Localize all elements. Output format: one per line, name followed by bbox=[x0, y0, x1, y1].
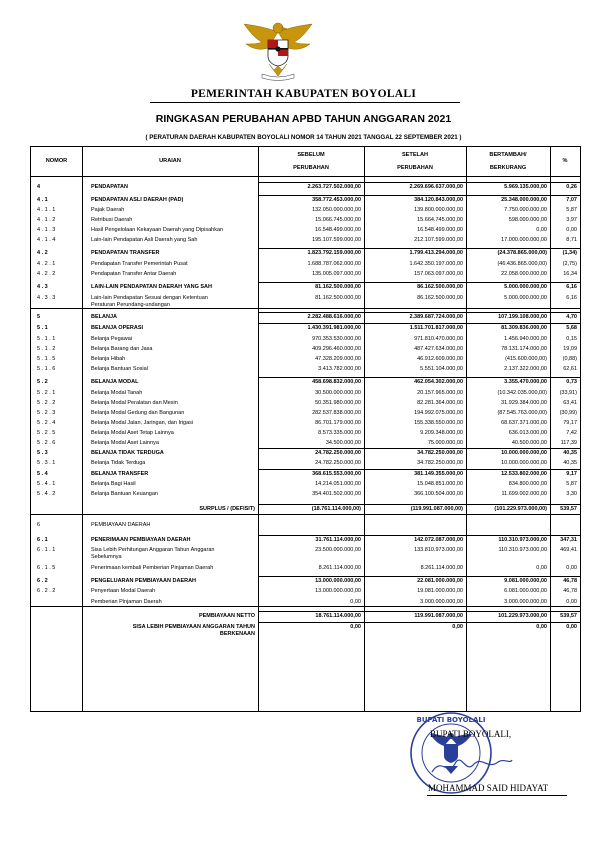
value-change: 10.000.000.000,00 bbox=[501, 450, 547, 456]
value-after: 15.664.745.000,00 bbox=[417, 217, 463, 223]
value-change: 110.310.973.000,00 bbox=[498, 547, 547, 553]
value-after: 46.912.609.000,00 bbox=[417, 356, 463, 362]
value-before: 195.107.599.000,00 bbox=[312, 237, 361, 243]
row-number: 4 . 1 . 4 bbox=[37, 237, 56, 243]
value-change: 25.348.000.000,00 bbox=[501, 197, 547, 203]
row-number: 4 bbox=[37, 184, 41, 190]
row-separator bbox=[259, 195, 580, 196]
government-name: PEMERINTAH KABUPATEN BOYOLALI bbox=[190, 88, 417, 100]
row-separator bbox=[259, 248, 580, 249]
value-change: 636.013.000,00 bbox=[508, 430, 547, 436]
row-number: 5 . 2 . 1 bbox=[37, 390, 56, 396]
value-percent: 539,57 bbox=[560, 506, 577, 512]
value-before: 1.688.787.062.000,00 bbox=[307, 261, 361, 267]
row-description: BELANJA bbox=[91, 314, 117, 320]
row-number: 4 . 2 . 2 bbox=[37, 271, 56, 277]
signature-underline bbox=[427, 795, 567, 796]
regulation-subtitle: ( PERATURAN DAERAH KABUPATEN BOYOLALI NOMOR 14 TAHUN 2021 TANGGAL 22 SEPTEMBER 2021 ) bbox=[145, 134, 462, 141]
header-sebelum-sub: PERUBAHAN bbox=[293, 165, 329, 171]
row-description: PENDAPATAN bbox=[91, 184, 128, 190]
value-before: 13.000.000.000,00 bbox=[315, 578, 361, 584]
header-persen: % bbox=[562, 158, 568, 164]
value-change: 101.229.973.000,00 bbox=[498, 613, 547, 619]
row-separator bbox=[259, 448, 580, 449]
row-description: PENDAPATAN TRANSFER bbox=[91, 250, 160, 256]
value-after: 155.338.550.000,00 bbox=[414, 420, 463, 426]
value-after: 1.799.413.294.000,00 bbox=[409, 250, 463, 256]
row-number: 4 . 1 bbox=[37, 197, 48, 203]
row-number: 6 . 1 . 5 bbox=[37, 565, 56, 571]
row-number: 4 . 3 . 3 bbox=[37, 295, 56, 301]
value-percent: 469,41 bbox=[560, 547, 577, 553]
row-description: PENERIMAAN PEMBIAYAAN DAERAH bbox=[91, 537, 191, 543]
row-number: 5 . 4 . 2 bbox=[37, 491, 56, 497]
value-after: 971.810.470.000,00 bbox=[414, 336, 463, 342]
value-before: 409.296.460.000,00 bbox=[312, 346, 361, 352]
row-number: 5 . 1 . 5 bbox=[37, 356, 56, 362]
value-after: 384.120.843.000,00 bbox=[414, 197, 463, 203]
row-description: Lain-lain Pendapatan Sesuai dengan Ketentuan bbox=[91, 295, 208, 301]
value-before: 13.000.000.000,00 bbox=[315, 588, 361, 594]
column-divider bbox=[82, 147, 83, 711]
value-before: 132.050.000.000,00 bbox=[312, 207, 361, 213]
row-description-line2: Peraturan Perundang-undangan bbox=[91, 302, 170, 308]
value-change: 0,00 bbox=[536, 227, 547, 233]
value-change: (101.229.973.000,00) bbox=[494, 506, 547, 512]
row-separator bbox=[259, 182, 580, 183]
row-separator bbox=[259, 377, 580, 378]
value-percent: 6,16 bbox=[566, 284, 577, 290]
value-change: 1.456.940.000,00 bbox=[504, 336, 547, 342]
value-change: 0,00 bbox=[536, 624, 547, 630]
value-percent: 16,34 bbox=[563, 271, 577, 277]
row-description: Pajak Daerah bbox=[91, 207, 125, 213]
header-sebelum: SEBELUM bbox=[297, 152, 325, 158]
row-description: Lain-lain Pendapatan Asli Daerah yang Sah bbox=[91, 237, 198, 243]
value-after: 82.281.364.000,00 bbox=[417, 400, 463, 406]
value-before: 31.761.114.000,00 bbox=[315, 537, 361, 543]
value-change: 6.081.000.000,00 bbox=[504, 588, 547, 594]
row-description: BELANJA TIDAK TERDUGA bbox=[91, 450, 164, 456]
value-after: 157.063.097.000,00 bbox=[414, 271, 463, 277]
row-number: 6 . 2 bbox=[37, 578, 48, 584]
row-number: 4 . 1 . 1 bbox=[37, 207, 56, 213]
row-description: PEMBIAYAAN DAERAH bbox=[91, 522, 151, 528]
value-after: 487.427.634.000,00 bbox=[414, 346, 463, 352]
row-description: Penyertaan Modal Daerah bbox=[91, 588, 156, 594]
value-before: 970.353.530.000,00 bbox=[312, 336, 361, 342]
row-description: Penerimaan kembali Pemberian Pinjaman Daerah bbox=[91, 565, 214, 571]
value-after: 9.209.348.000,00 bbox=[420, 430, 463, 436]
value-before: 81.162.500.000,00 bbox=[315, 284, 361, 290]
row-description: Pendapatan Transfer Pemerintah Pusat bbox=[91, 261, 188, 267]
row-description: Belanja Bagi Hasil bbox=[91, 481, 136, 487]
row-description: PEMBIAYAAN NETTO bbox=[198, 613, 255, 619]
value-change: 81.309.836.000,00 bbox=[501, 325, 547, 331]
row-number: 5 . 1 . 2 bbox=[37, 346, 56, 352]
value-percent: 5,87 bbox=[566, 207, 577, 213]
row-separator bbox=[259, 611, 580, 612]
row-description: BELANJA OPERASI bbox=[91, 325, 144, 331]
header-setelah-sub: PERUBAHAN bbox=[397, 165, 433, 171]
row-number: 5 . 2 . 5 bbox=[37, 430, 56, 436]
value-percent: 40,35 bbox=[563, 450, 577, 456]
row-description: SISA LEBIH PEMBIAYAAN ANGGARAN TAHUN bbox=[132, 624, 255, 630]
value-percent: (2,75) bbox=[562, 261, 577, 267]
row-number: 4 . 1 . 2 bbox=[37, 217, 56, 223]
value-change: 78.131.174.000,00 bbox=[501, 346, 547, 352]
row-number: 5 . 1 . 1 bbox=[37, 336, 56, 342]
value-change: 17.000.000.000,00 bbox=[501, 237, 547, 243]
value-percent: 117,39 bbox=[560, 440, 577, 446]
row-number: 5 . 2 . 3 bbox=[37, 410, 56, 416]
signature-office: BUPATI BOYOLALI, bbox=[430, 729, 512, 739]
value-change: 10.000.000.000,00 bbox=[501, 460, 547, 466]
value-after: 34.782.250.000,00 bbox=[417, 460, 463, 466]
value-change: 5.000.000.000,00 bbox=[504, 295, 547, 301]
value-change: 31.929.384.000,00 bbox=[501, 400, 547, 406]
value-after: 212.107.599.000,00 bbox=[414, 237, 463, 243]
section-separator bbox=[31, 514, 580, 515]
value-before: 458.698.832.000,00 bbox=[312, 379, 361, 385]
row-description: Belanja Modal Tanah bbox=[91, 390, 143, 396]
value-before: 282.537.838.000,00 bbox=[312, 410, 361, 416]
value-percent: (1,34) bbox=[562, 250, 577, 256]
row-number: 5 . 3 . 1 bbox=[37, 460, 56, 466]
value-percent: (30,99) bbox=[559, 410, 577, 416]
value-percent: 6,16 bbox=[566, 295, 577, 301]
header-bertambah: BERTAMBAH/ bbox=[489, 152, 527, 158]
value-before: 30.500.000.000,00 bbox=[315, 390, 361, 396]
row-separator bbox=[259, 576, 580, 577]
row-number: 4 . 3 bbox=[37, 284, 48, 290]
row-number: 5 . 2 . 6 bbox=[37, 440, 56, 446]
value-before: 354.401.502.000,00 bbox=[312, 491, 361, 497]
value-change: 107.199.108.000,00 bbox=[498, 314, 547, 320]
row-description-line2: BERKENAAN bbox=[219, 631, 255, 637]
value-after: 3.000.000.000,00 bbox=[420, 599, 463, 605]
value-after: 19.081.000.000,00 bbox=[417, 588, 463, 594]
value-after: 194.992.075.000,00 bbox=[414, 410, 463, 416]
header-uraian: URAIAN bbox=[159, 158, 181, 164]
value-percent: 63,41 bbox=[563, 400, 577, 406]
signatory-name: MOHAMMAD SAID HIDAYAT bbox=[428, 783, 549, 793]
table-header bbox=[31, 147, 580, 177]
value-percent: 0,00 bbox=[566, 599, 577, 605]
value-percent: 46,78 bbox=[563, 588, 577, 594]
row-separator bbox=[259, 535, 580, 536]
value-change: (10.342.035.000,00) bbox=[497, 390, 547, 396]
value-after: 366.100.504.000,00 bbox=[414, 491, 463, 497]
value-after: 75.000.000,00 bbox=[427, 440, 463, 446]
row-separator bbox=[259, 312, 580, 313]
value-before: 368.615.553.000,00 bbox=[312, 471, 361, 477]
value-before: 81.162.500.000,00 bbox=[315, 295, 361, 301]
value-percent: 539,57 bbox=[560, 613, 577, 619]
value-change: 2.137.322.000,00 bbox=[504, 366, 547, 372]
row-description: Belanja Modal Gedung dan Bangunan bbox=[91, 410, 185, 416]
value-percent: 40,35 bbox=[563, 460, 577, 466]
value-percent: 62,61 bbox=[563, 366, 577, 372]
row-number: 5 . 1 bbox=[37, 325, 48, 331]
row-description: BELANJA MODAL bbox=[91, 379, 139, 385]
row-number: 4 . 1 . 3 bbox=[37, 227, 56, 233]
value-change: (24.378.865.000,00) bbox=[497, 250, 547, 256]
row-description: PENDAPATAN ASLI DAERAH (PAD) bbox=[91, 197, 184, 203]
value-percent: 0,00 bbox=[566, 624, 577, 630]
row-number: 5 . 4 bbox=[37, 471, 48, 477]
garuda-emblem-logo bbox=[238, 18, 318, 82]
value-percent: 46,78 bbox=[563, 578, 577, 584]
row-number: 4 . 2 . 1 bbox=[37, 261, 56, 267]
value-before: 24.782.250.000,00 bbox=[315, 460, 361, 466]
row-description: Belanja Bantuan Sosial bbox=[91, 366, 148, 372]
value-percent: 5,87 bbox=[566, 481, 577, 487]
value-before: 50.351.980.000,00 bbox=[315, 400, 361, 406]
row-number: 6 . 2 . 2 bbox=[37, 588, 56, 594]
section-separator bbox=[31, 606, 580, 607]
budget-summary-table bbox=[30, 146, 581, 712]
value-change: 11.699.002.000,00 bbox=[501, 491, 547, 497]
row-description: Belanja Modal Jalan, Jaringan, dan Irigasi bbox=[91, 420, 194, 426]
value-percent: (33,91) bbox=[559, 390, 577, 396]
row-separator bbox=[259, 323, 580, 324]
value-after: 0,00 bbox=[452, 624, 463, 630]
row-description: Belanja Modal Peralatan dan Mesin bbox=[91, 400, 178, 406]
row-number: 6 bbox=[37, 522, 41, 528]
value-after: 462.054.302.000,00 bbox=[414, 379, 463, 385]
value-change: 598.000.000,00 bbox=[508, 217, 547, 223]
value-after: 142.072.087.000,00 bbox=[414, 537, 463, 543]
value-after: 34.782.250.000,00 bbox=[417, 450, 463, 456]
row-description: LAIN-LAIN PENDAPATAN DAERAH YANG SAH bbox=[91, 284, 213, 290]
row-description: BELANJA TRANSFER bbox=[91, 471, 149, 477]
value-after: 15.048.851.000,00 bbox=[417, 481, 463, 487]
value-change: 40.500.000,00 bbox=[511, 440, 547, 446]
value-before: 358.772.453.000,00 bbox=[312, 197, 361, 203]
value-change: (87.545.763.000,00) bbox=[497, 410, 547, 416]
value-after: 5.551.104.000,00 bbox=[420, 366, 463, 372]
value-after: 2.269.696.637.000,00 bbox=[409, 184, 463, 190]
value-before: 24.782.250.000,00 bbox=[315, 450, 361, 456]
value-before: 15.066.745.000,00 bbox=[315, 217, 361, 223]
value-percent: (0,88) bbox=[562, 356, 577, 362]
row-separator bbox=[259, 469, 580, 470]
row-description: Retribusi Daerah bbox=[91, 217, 133, 223]
value-after: (119.991.087.000,00) bbox=[410, 506, 463, 512]
value-before: 23.500.000.000,00 bbox=[315, 547, 361, 553]
row-description: Pemberian Pinjaman Daerah bbox=[91, 599, 162, 605]
row-description: Pendapatan Transfer Antar Daerah bbox=[91, 271, 177, 277]
row-description: Belanja Modal Aset Lainnya bbox=[91, 440, 159, 446]
row-description: PENGELUARAN PEMBIAYAAN DAERAH bbox=[91, 578, 197, 584]
value-after: 86.162.500.000,00 bbox=[417, 295, 463, 301]
value-before: 2.263.727.502.000,00 bbox=[307, 184, 361, 190]
value-percent: 5,68 bbox=[566, 325, 577, 331]
value-before: 14.214.051.000,00 bbox=[315, 481, 361, 487]
row-separator bbox=[259, 282, 580, 283]
title-divider bbox=[150, 102, 460, 103]
value-change: (415.600.000,00) bbox=[505, 356, 547, 362]
value-percent: 19,09 bbox=[563, 346, 577, 352]
row-number: 6 . 1 . 1 bbox=[37, 547, 56, 553]
value-after: 1.642.350.197.000,00 bbox=[409, 261, 463, 267]
value-after: 133.810.973.000,00 bbox=[414, 547, 463, 553]
value-percent: 3,30 bbox=[566, 491, 577, 497]
row-description: Belanja Barang dan Jasa bbox=[91, 346, 153, 352]
page-title: RINGKASAN PERUBAHAN APBD TAHUN ANGGARAN 2021 bbox=[155, 113, 452, 125]
value-percent: 3,97 bbox=[566, 217, 577, 223]
value-before: 16.548.499.000,00 bbox=[315, 227, 361, 233]
handwritten-signature bbox=[426, 752, 516, 780]
value-percent: 8,71 bbox=[566, 237, 577, 243]
value-change: 3.000.000.000,00 bbox=[504, 599, 547, 605]
row-number: 5 . 2 bbox=[37, 379, 48, 385]
value-before: 0,00 bbox=[350, 599, 361, 605]
value-percent: 79,17 bbox=[563, 420, 577, 426]
row-number: 5 . 4 . 1 bbox=[37, 481, 56, 487]
value-change: 12.533.802.000,00 bbox=[501, 471, 547, 477]
value-after: 86.162.500.000,00 bbox=[417, 284, 463, 290]
value-percent: 7,42 bbox=[566, 430, 577, 436]
value-before: 34.500.000,00 bbox=[325, 440, 361, 446]
value-change: 7.750.000.000,00 bbox=[504, 207, 547, 213]
value-change: 110.310.973.000,00 bbox=[498, 537, 547, 543]
value-change: 0,00 bbox=[536, 565, 547, 571]
value-before: 18.761.114.000,00 bbox=[315, 613, 361, 619]
value-percent: 0,73 bbox=[566, 379, 577, 385]
value-change: (46.436.865.000,00) bbox=[497, 261, 547, 267]
row-number: 5 . 1 . 6 bbox=[37, 366, 56, 372]
value-before: 135.005.097.000,00 bbox=[312, 271, 361, 277]
header-nomor: NOMOR bbox=[45, 158, 68, 164]
value-percent: 0,00 bbox=[566, 565, 577, 571]
value-change: 68.637.371.000,00 bbox=[501, 420, 547, 426]
value-before: 47.328.209.000,00 bbox=[315, 356, 361, 362]
value-after: 139.800.000.000,00 bbox=[414, 207, 463, 213]
value-change: 5.000.000.000,00 bbox=[504, 284, 547, 290]
value-after: 1.511.701.817.000,00 bbox=[409, 325, 463, 331]
row-description: Belanja Pegawai bbox=[91, 336, 132, 342]
row-separator bbox=[259, 622, 580, 623]
value-percent: 4,70 bbox=[566, 314, 577, 320]
value-change: 834.800.000,00 bbox=[508, 481, 547, 487]
row-description: Belanja Bantuan Keuangan bbox=[91, 491, 158, 497]
value-change: 22.058.000.000,00 bbox=[501, 271, 547, 277]
row-number: 5 . 2 . 4 bbox=[37, 420, 56, 426]
row-description: SURPLUS / (DEFISIT) bbox=[199, 506, 255, 512]
value-before: 0,00 bbox=[350, 624, 361, 630]
value-after: 381.149.355.000,00 bbox=[414, 471, 463, 477]
value-change: 9.081.000.000,00 bbox=[504, 578, 547, 584]
row-number: 4 . 2 bbox=[37, 250, 48, 256]
value-before: 1.823.792.159.000,00 bbox=[307, 250, 361, 256]
value-before: 2.282.488.616.000,00 bbox=[307, 314, 361, 320]
row-number: 6 . 1 bbox=[37, 537, 48, 543]
row-description-line2: Sebelumnya bbox=[91, 554, 122, 560]
value-percent: 347,31 bbox=[560, 537, 577, 543]
value-before: 86.701.179.000,00 bbox=[315, 420, 361, 426]
row-description: Belanja Tidak Terduga bbox=[91, 460, 146, 466]
row-description: Belanja Hibah bbox=[91, 356, 126, 362]
value-percent: 0,15 bbox=[566, 336, 577, 342]
value-after: 119.991.087.000,00 bbox=[414, 613, 463, 619]
garuda-shield bbox=[268, 40, 288, 66]
value-after: 16.548.499.000,00 bbox=[417, 227, 463, 233]
value-after: 22.081.000.000,00 bbox=[417, 578, 463, 584]
row-description: Belanja Modal Aset Tetap Lainnya bbox=[91, 430, 174, 436]
value-percent: 0,00 bbox=[566, 227, 577, 233]
header-berkurang: BERKURANG bbox=[489, 165, 527, 171]
value-percent: 7,07 bbox=[566, 197, 577, 203]
value-before: (18.761.114.000,00) bbox=[311, 506, 361, 512]
row-number: 5 bbox=[37, 314, 41, 320]
value-after: 20.157.965.000,00 bbox=[417, 390, 463, 396]
value-before: 8.261.114.000,00 bbox=[318, 565, 361, 571]
value-before: 8.573.335.000,00 bbox=[318, 430, 361, 436]
value-before: 3.413.782.000,00 bbox=[318, 366, 361, 372]
row-description: Sisa Lebih Perhitungan Anggaran Tahun Anggaran bbox=[91, 547, 215, 553]
row-description: Hasil Pengelolaan Kekayaan Daerah yang Dipisahkan bbox=[91, 227, 224, 233]
value-change: 5.969.135.000,00 bbox=[504, 184, 547, 190]
row-separator bbox=[259, 504, 580, 505]
value-after: 2.389.687.724.000,00 bbox=[409, 314, 463, 320]
value-percent: 0,26 bbox=[566, 184, 577, 190]
value-percent: 9,17 bbox=[566, 471, 577, 477]
value-after: 8.261.114.000,00 bbox=[420, 565, 463, 571]
value-before: 1.430.391.981.000,00 bbox=[307, 325, 361, 331]
row-number: 5 . 3 bbox=[37, 450, 48, 456]
value-change: 3.355.470.000,00 bbox=[504, 379, 547, 385]
stamp-text: BUPATI BOYOLALI bbox=[416, 716, 486, 724]
section-separator bbox=[31, 308, 580, 309]
header-setelah: SETELAH bbox=[401, 152, 429, 158]
row-number: 5 . 2 . 2 bbox=[37, 400, 56, 406]
